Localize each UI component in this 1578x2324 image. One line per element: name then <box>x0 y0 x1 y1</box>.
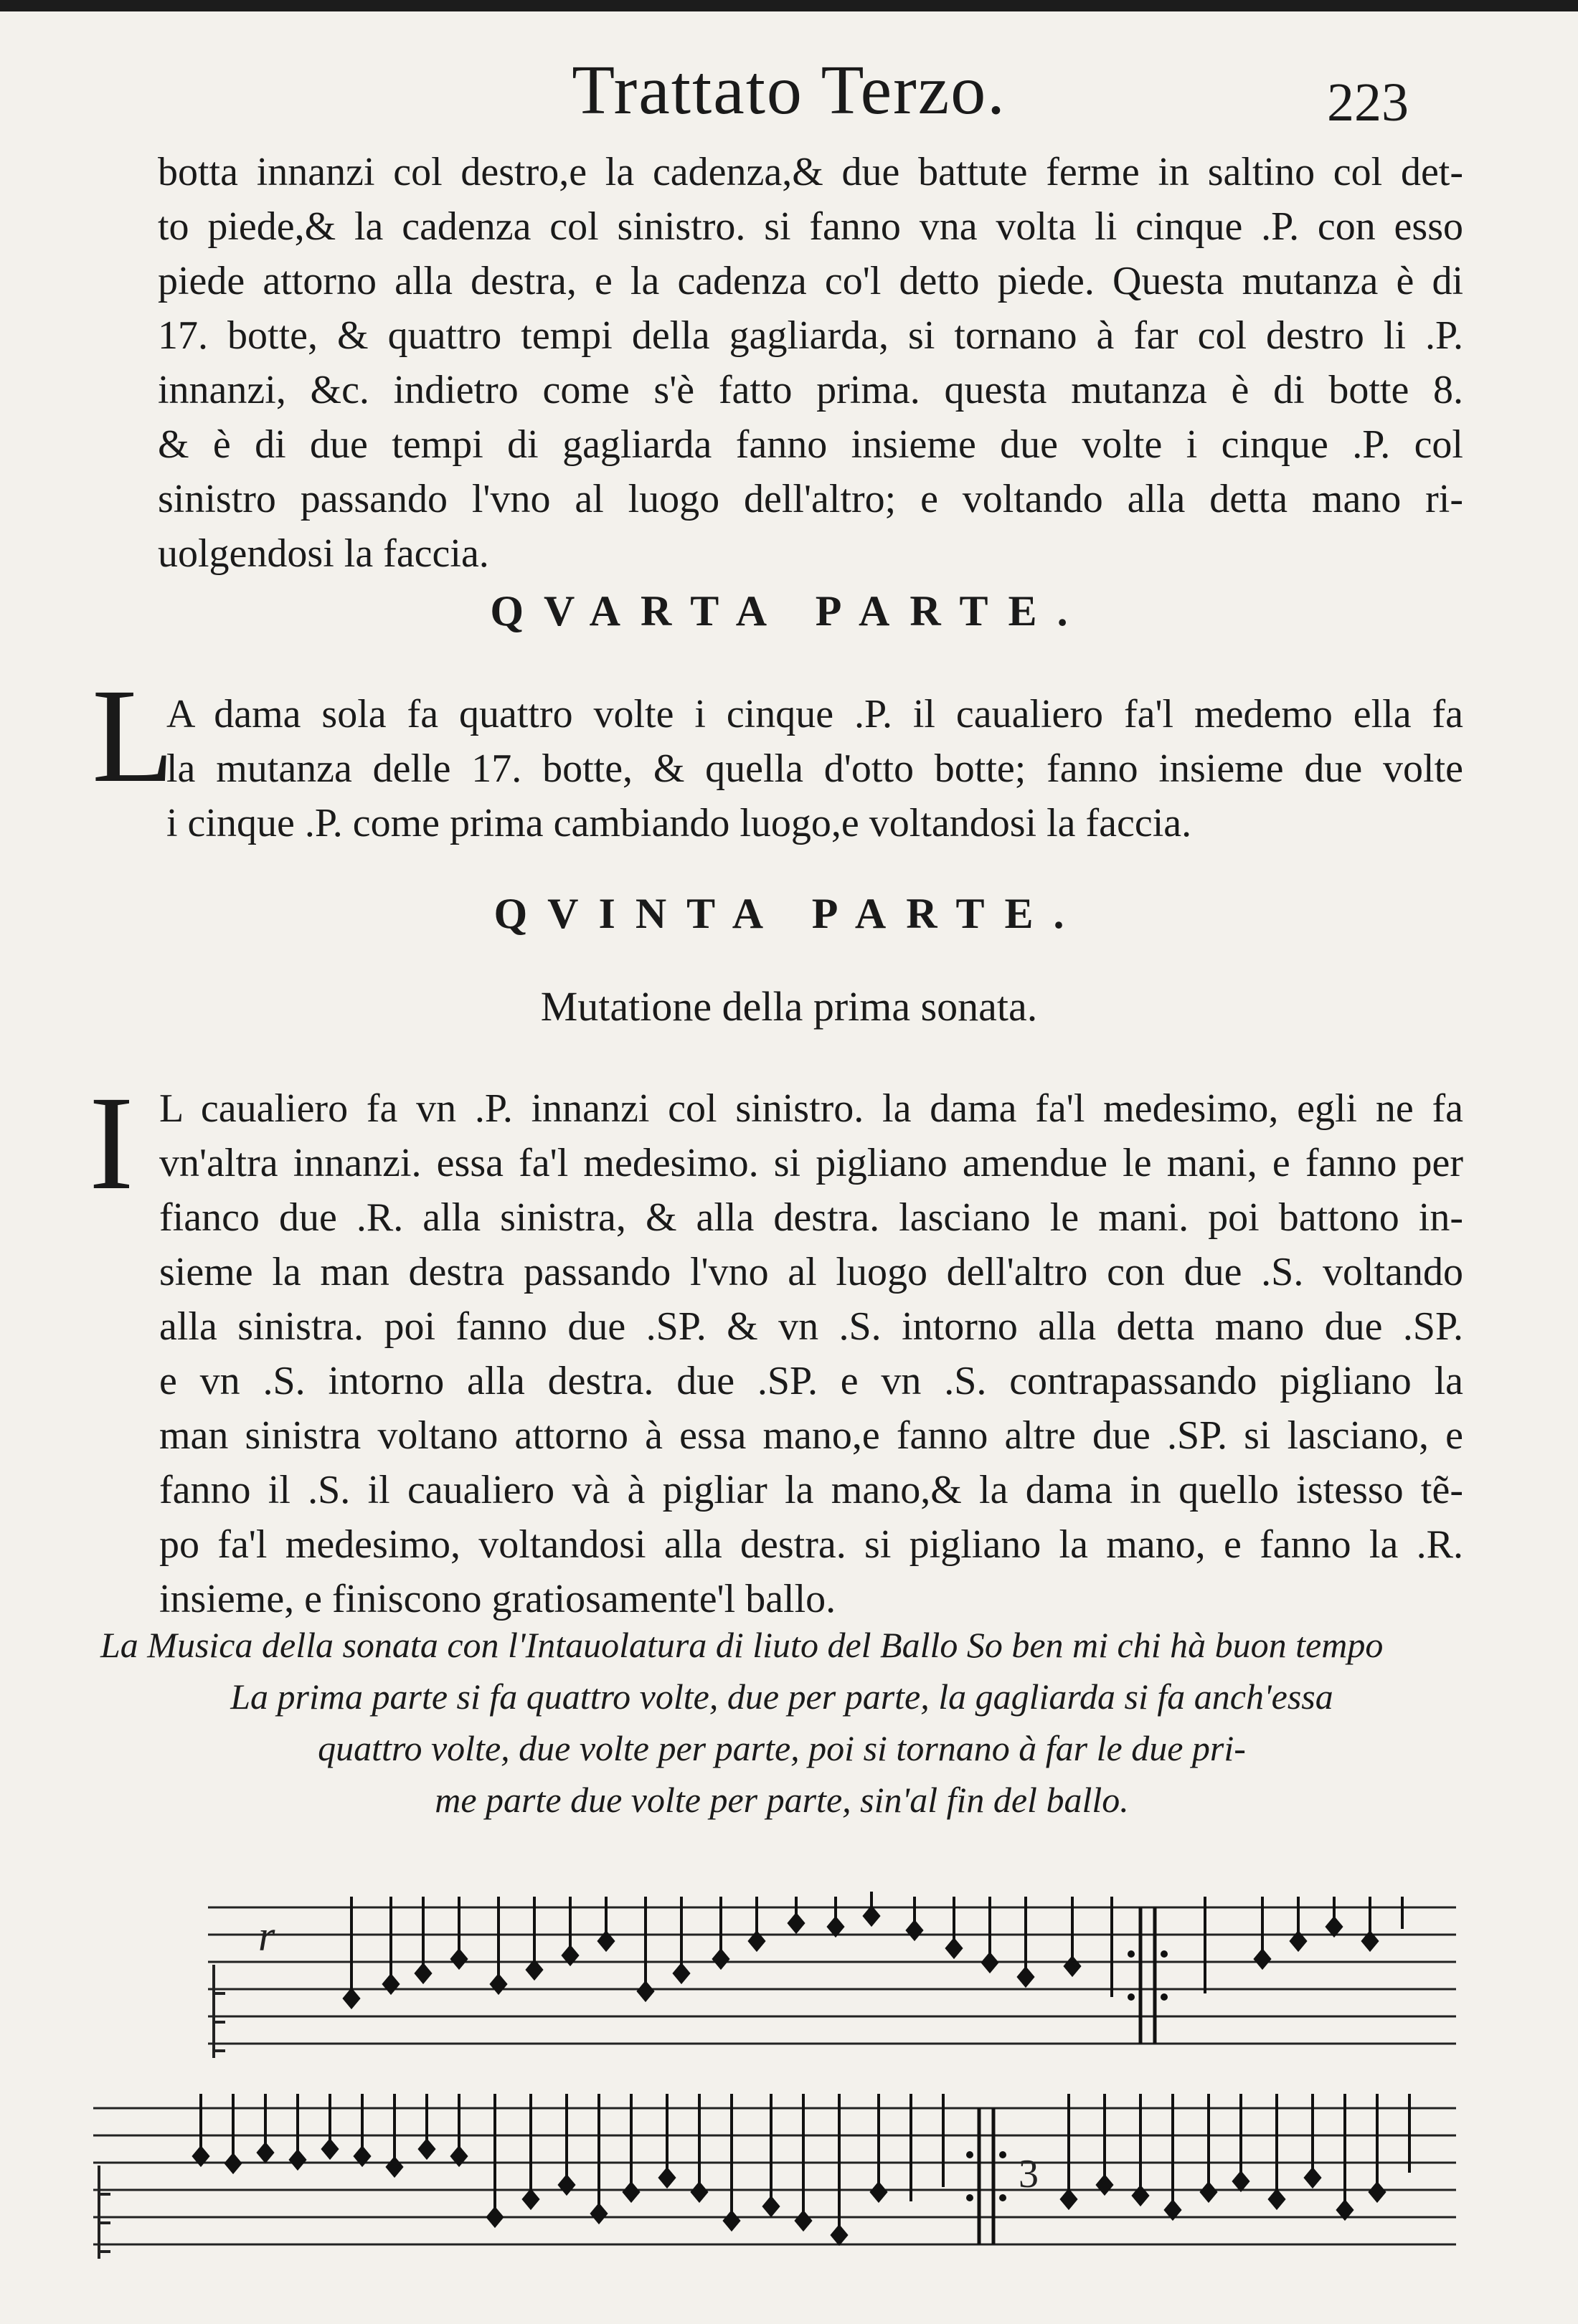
tablature-number: 3 <box>1019 2152 1039 2196</box>
section-subheading: Mutatione della prima sonata. <box>540 983 1038 1030</box>
running-title: Trattato Terzo. <box>572 52 1006 129</box>
text-line: uolgendosi la faccia. <box>158 531 489 576</box>
text-line: fianco due .R. alla sinistra, & alla destra. lasciano le mani. poi battono in- <box>159 1195 1463 1240</box>
text-line: man sinistra voltano attorno à essa mano,e fanno altre due .SP. si lasciano, e <box>159 1413 1463 1458</box>
text-line: 17. botte, & quattro tempi della gagliarda, si tornano à far col destro li .P. <box>158 313 1463 358</box>
page-top-edge <box>0 0 1578 11</box>
page-number: 223 <box>1327 72 1409 133</box>
note-line: La prima parte si fa quattro volte, due per parte, la gagliarda si fa anch'essa <box>230 1676 1333 1717</box>
text-line: alla sinistra. poi fanno due .SP. & vn .S. intorno alla detta mano due .SP. <box>159 1304 1463 1349</box>
bar-lines <box>979 2108 993 2244</box>
quarta-paragraph <box>166 687 1463 850</box>
text-line: L caualiero fa vn .P. innanzi col sinistro. la dama fa'l medesimo, egli ne fa <box>159 1086 1463 1131</box>
text-line: fanno il .S. il caualiero và à pigliar la mano,& la dama in quello istesso tẽ- <box>159 1468 1463 1512</box>
quinta-paragraph <box>159 1081 1463 1626</box>
section-heading-quarta: QVARTA PARTE. <box>490 587 1088 635</box>
text-line: sieme la man destra passando l'vno al luogo dell'altro con due .S. voltando <box>159 1250 1463 1294</box>
tablature-staff-1 <box>208 1886 1456 2072</box>
text-line: i cinque .P. come prima cambiando luogo,e voltandosi la faccia. <box>166 801 1192 845</box>
text-line: la mutanza delle 17. botte, & quella d'otto botte; fanno insieme due volte <box>166 746 1463 791</box>
note-line: quattro volte, due volte per parte, poi si tornano à far le due pri- <box>318 1728 1246 1768</box>
text-line: vn'altra innanzi. essa fa'l medesimo. si pigliano amendue le mani, e fanno per <box>159 1141 1463 1185</box>
note-line: me parte due volte per parte, sin'al fin del ballo. <box>435 1780 1129 1820</box>
page-header <box>0 50 1578 151</box>
text-line: A dama sola fa quattro volte i cinque .P. il caualiero fa'l medemo ella fa <box>166 692 1463 736</box>
text-line: po fa'l medesimo, voltandosi alla destra. si pigliano la mano, e fanno la .R. <box>159 1522 1463 1567</box>
bar-lines <box>1140 1907 1155 2044</box>
text-line: & è di due tempi di gagliarda fanno insieme due volte i cinque .P. col <box>158 422 1463 467</box>
tablature-letter: r <box>258 1912 275 1960</box>
drop-cap-l: L <box>92 660 174 810</box>
note-line: La Musica della sonata con l'Intauolatura di liuto del Ballo So ben mi chi hà buon tempo <box>100 1625 1384 1665</box>
drop-cap-i: I <box>89 1068 134 1218</box>
text-line: piede attorno alla destra, e la cadenza co'l detto piede. Questa mutanza è di <box>158 259 1463 303</box>
continuation-paragraph <box>158 145 1463 581</box>
text-line: innanzi, &c. indietro come s'è fatto prima. questa mutanza è di botte 8. <box>158 368 1463 412</box>
text-line: insieme, e finiscono gratiosamente'l ballo. <box>159 1577 836 1621</box>
section-heading-quinta: QVINTA PARTE. <box>493 890 1085 937</box>
text-line: e vn .S. intorno alla destra. due .SP. e vn .S. contrapassando pigliano la <box>159 1359 1463 1403</box>
repeat-dots <box>966 2151 1006 2201</box>
music-note <box>100 1619 1463 1826</box>
repeat-dots <box>1128 1950 1168 2001</box>
note-stems <box>194 2094 1409 2244</box>
text-line: botta innanzi col destro,e la cadenza,& due battute ferme in saltino col det- <box>158 150 1463 194</box>
text-line: to piede,& la cadenza col sinistro. si fanno vna volta li cinque .P. con esso <box>158 204 1463 249</box>
text-line: sinistro passando l'vno al luogo dell'altro; e voltando alla detta mano ri- <box>158 477 1463 521</box>
tablature-staff-2 <box>93 2079 1456 2273</box>
